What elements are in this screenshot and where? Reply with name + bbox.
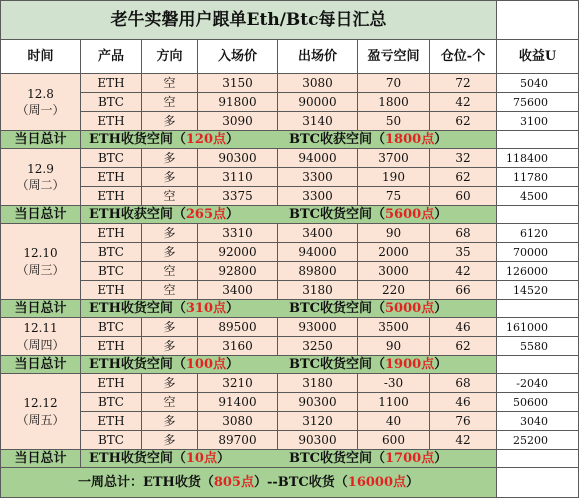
- trade-product: ETH: [81, 187, 142, 206]
- trade-product: ETH: [81, 168, 142, 187]
- trade-direction: 多: [142, 431, 198, 450]
- trade-position: 32: [430, 149, 497, 168]
- trade-product: ETH: [81, 337, 142, 356]
- trade-direction: 多: [142, 318, 198, 337]
- trade-yield: 4500: [497, 187, 579, 206]
- trade-exit-price: 89800: [278, 262, 358, 281]
- trade-exit-price: 3180: [278, 281, 358, 300]
- trade-entry-price: 92000: [198, 243, 278, 262]
- trade-entry-price: 89700: [198, 431, 278, 450]
- trade-direction: 多: [142, 149, 198, 168]
- trade-position: 76: [430, 412, 497, 431]
- trade-row: [1, 337, 579, 356]
- trade-exit-price: 90000: [278, 93, 358, 112]
- day-date: 12.9: [27, 161, 54, 176]
- trade-row: [1, 168, 579, 187]
- trade-yield: 126000: [497, 262, 579, 281]
- week-total-summary: [1, 468, 497, 498]
- week-total-blank: [497, 468, 579, 498]
- trade-position: 62: [430, 337, 497, 356]
- btc-total-value: 5600点: [385, 207, 435, 222]
- trade-direction: 多: [142, 224, 198, 243]
- trade-product: ETH: [81, 112, 142, 131]
- trade-exit-price: 3180: [278, 374, 358, 393]
- trade-direction: 空: [142, 393, 198, 412]
- eth-total-close: ）: [226, 357, 240, 372]
- trade-product: BTC: [81, 431, 142, 450]
- trade-entry-price: 3110: [198, 168, 278, 187]
- trade-position: 66: [430, 281, 497, 300]
- daily-total-blank: [497, 300, 579, 318]
- eth-total-close: ）: [226, 207, 240, 222]
- eth-total-group: [81, 133, 289, 146]
- title-row: [1, 1, 579, 40]
- btc-total-close: ）: [434, 357, 448, 372]
- daily-total-label: 当日总计: [1, 356, 81, 374]
- trade-pnl-space: 40: [358, 412, 430, 431]
- trade-pnl-space: 3500: [358, 318, 430, 337]
- trade-product: BTC: [81, 393, 142, 412]
- eth-total-close: ）: [226, 301, 240, 316]
- trade-direction: 多: [142, 374, 198, 393]
- trade-entry-price: 90300: [198, 149, 278, 168]
- trade-direction: 空: [142, 93, 198, 112]
- trade-entry-price: 91400: [198, 393, 278, 412]
- btc-total-group: [289, 452, 447, 465]
- day-date: 12.8: [27, 86, 54, 101]
- eth-total-text: ETH收获空间（: [89, 207, 186, 222]
- trade-exit-price: 3300: [278, 168, 358, 187]
- btc-total-value: 1800点: [385, 132, 435, 147]
- eth-total-text: ETH收货空间（: [89, 357, 186, 372]
- week-eth-value: 805点: [213, 475, 254, 490]
- trade-direction: 空: [142, 74, 198, 93]
- trade-row: [1, 393, 579, 412]
- trade-position: 42: [430, 431, 497, 450]
- trade-entry-price: 3080: [198, 412, 278, 431]
- trade-position: 35: [430, 243, 497, 262]
- daily-total-label: 当日总计: [1, 131, 81, 149]
- trade-pnl-space: 190: [358, 168, 430, 187]
- trade-yield: 70000: [497, 243, 579, 262]
- trade-exit-price: 3120: [278, 412, 358, 431]
- week-total-text: 一周总计：ETH收货（: [77, 475, 214, 490]
- trade-yield: 161000: [497, 318, 579, 337]
- btc-total-close: ）: [434, 301, 448, 316]
- trade-direction: 多: [142, 168, 198, 187]
- trade-entry-price: 3310: [198, 224, 278, 243]
- btc-total-value: 1700点: [385, 451, 435, 466]
- trade-entry-price: 3210: [198, 374, 278, 393]
- trade-row: [1, 281, 579, 300]
- sheet-title: 老牛实磐用户跟单Eth/Btc每日汇总: [1, 1, 497, 40]
- trade-pnl-space: 75: [358, 187, 430, 206]
- eth-total-text: ETH收货空间（: [89, 132, 186, 147]
- trade-row: [1, 187, 579, 206]
- btc-total-close: ）: [434, 132, 448, 147]
- week-total-close: ）: [406, 475, 420, 490]
- btc-total-group: [289, 302, 447, 315]
- trade-direction: 空: [142, 187, 198, 206]
- trade-position: 68: [430, 224, 497, 243]
- trade-product: ETH: [81, 224, 142, 243]
- btc-total-group: [289, 133, 447, 146]
- trade-yield: 14520: [497, 281, 579, 300]
- trade-position: 68: [430, 374, 497, 393]
- btc-total-text: BTC收货空间（: [289, 207, 386, 222]
- btc-total-close: ）: [434, 207, 448, 222]
- trade-pnl-space: 70: [358, 74, 430, 93]
- header-direction: 方向: [142, 40, 198, 74]
- btc-total-close: ）: [434, 451, 448, 466]
- trade-exit-price: 94000: [278, 149, 358, 168]
- week-btc-value: 16000点: [347, 475, 407, 490]
- trade-pnl-space: 600: [358, 431, 430, 450]
- daily-total-summary: [81, 450, 497, 468]
- trade-entry-price: 3090: [198, 112, 278, 131]
- btc-total-group: [289, 208, 447, 221]
- trade-exit-price: 94000: [278, 243, 358, 262]
- eth-total-close: ）: [226, 132, 240, 147]
- trade-product: BTC: [81, 262, 142, 281]
- daily-total-label: 当日总计: [1, 450, 81, 468]
- trade-row: [1, 112, 579, 131]
- trade-position: 46: [430, 393, 497, 412]
- day-date: 12.12: [23, 396, 58, 411]
- trade-position: 62: [430, 112, 497, 131]
- eth-total-value: 310点: [185, 301, 227, 316]
- trade-yield: 75600: [497, 93, 579, 112]
- btc-total-value: 1900点: [385, 357, 435, 372]
- header-time: 时间: [1, 40, 81, 74]
- trade-exit-price: 3400: [278, 224, 358, 243]
- trade-product: BTC: [81, 93, 142, 112]
- trade-direction: 多: [142, 412, 198, 431]
- daily-total-blank: [497, 131, 579, 149]
- trade-yield: 25200: [497, 431, 579, 450]
- daily-total-label: 当日总计: [1, 206, 81, 224]
- trade-row: [1, 412, 579, 431]
- day-date-cell: [1, 374, 81, 450]
- daily-total-blank: [497, 356, 579, 374]
- trade-pnl-space: 1800: [358, 93, 430, 112]
- header-exit-price: 出场价: [278, 40, 358, 74]
- day-weekday: （周四）: [16, 337, 65, 352]
- trade-row: [1, 318, 579, 337]
- trade-pnl-space: 90: [358, 337, 430, 356]
- trade-row: [1, 74, 579, 93]
- trade-direction: 多: [142, 337, 198, 356]
- trade-direction: 空: [142, 262, 198, 281]
- daily-total-label: 当日总计: [1, 300, 81, 318]
- btc-total-text: BTC收获空间（: [289, 132, 386, 147]
- eth-total-close: ）: [216, 451, 230, 466]
- trade-yield: 6120: [497, 224, 579, 243]
- trade-yield: 3040: [497, 412, 579, 431]
- daily-total-blank: [497, 450, 579, 468]
- day-date-cell: [1, 318, 81, 356]
- daily-total-row: [1, 356, 579, 374]
- trade-yield: 11780: [497, 168, 579, 187]
- trade-product: ETH: [81, 281, 142, 300]
- day-date: 12.11: [23, 321, 58, 336]
- trade-row: [1, 224, 579, 243]
- trade-exit-price: 93000: [278, 318, 358, 337]
- trade-yield: 5040: [497, 74, 579, 93]
- trade-position: 72: [430, 74, 497, 93]
- trade-yield: 5580: [497, 337, 579, 356]
- header-entry-price: 入场价: [198, 40, 278, 74]
- trade-exit-price: 3140: [278, 112, 358, 131]
- btc-total-text: BTC收货空间（: [289, 451, 386, 466]
- trade-yield: 3100: [497, 112, 579, 131]
- week-total-mid: ）--BTC收货（: [253, 475, 348, 490]
- trade-direction: 空: [142, 281, 198, 300]
- header-row: [1, 40, 579, 74]
- trade-pnl-space: 50: [358, 112, 430, 131]
- daily-total-row: [1, 300, 579, 318]
- trade-pnl-space: 90: [358, 224, 430, 243]
- trade-row: [1, 93, 579, 112]
- trade-entry-price: 92800: [198, 262, 278, 281]
- trade-direction: 多: [142, 243, 198, 262]
- btc-total-text: BTC收货空间（: [289, 301, 386, 316]
- trade-exit-price: 3300: [278, 187, 358, 206]
- trade-yield: 118400: [497, 149, 579, 168]
- trade-product: BTC: [81, 149, 142, 168]
- trade-exit-price: 90300: [278, 393, 358, 412]
- daily-total-summary: [81, 300, 497, 318]
- eth-total-group: [81, 208, 289, 221]
- title-blank-cell: [497, 1, 579, 40]
- trade-position: 62: [430, 168, 497, 187]
- daily-total-row: [1, 206, 579, 224]
- trade-product: ETH: [81, 74, 142, 93]
- eth-total-value: 100点: [185, 357, 227, 372]
- trade-product: ETH: [81, 374, 142, 393]
- btc-total-text: BTC收货空间（: [289, 357, 386, 372]
- trade-row: [1, 431, 579, 450]
- header-product: 产品: [81, 40, 142, 74]
- day-weekday: （周五）: [16, 412, 65, 427]
- trade-product: BTC: [81, 243, 142, 262]
- trade-entry-price: 3160: [198, 337, 278, 356]
- daily-total-row: [1, 131, 579, 149]
- eth-total-value: 120点: [185, 132, 227, 147]
- eth-total-group: [81, 302, 289, 315]
- trade-pnl-space: 3700: [358, 149, 430, 168]
- eth-total-text: ETH收货空间（: [89, 451, 186, 466]
- eth-total-value: 265点: [185, 207, 227, 222]
- btc-total-value: 5000点: [385, 301, 435, 316]
- day-weekday: （周一）: [16, 103, 65, 117]
- trade-pnl-space: 1100: [358, 393, 430, 412]
- trade-product: BTC: [81, 318, 142, 337]
- trade-exit-price: 3080: [278, 74, 358, 93]
- daily-total-blank: [497, 206, 579, 224]
- trade-yield: -2040: [497, 374, 579, 393]
- trade-pnl-space: 2000: [358, 243, 430, 262]
- day-date: 12.10: [23, 246, 58, 261]
- trade-pnl-space: 3000: [358, 262, 430, 281]
- trade-direction: 多: [142, 112, 198, 131]
- week-total-row: [1, 468, 579, 498]
- eth-total-group: [81, 452, 289, 465]
- trade-position: 46: [430, 318, 497, 337]
- daily-total-summary: [81, 356, 497, 374]
- header-yield: 收益U: [497, 40, 579, 74]
- trade-product: ETH: [81, 412, 142, 431]
- trade-position: 60: [430, 187, 497, 206]
- daily-total-row: [1, 450, 579, 468]
- trade-position: 42: [430, 262, 497, 281]
- eth-total-value: 10点: [185, 451, 217, 466]
- trade-position: 42: [430, 93, 497, 112]
- trade-row: [1, 243, 579, 262]
- trade-entry-price: 3375: [198, 187, 278, 206]
- header-pnl-space: 盈亏空间: [358, 40, 430, 74]
- trade-entry-price: 3150: [198, 74, 278, 93]
- trade-pnl-space: 220: [358, 281, 430, 300]
- trade-row: [1, 262, 579, 281]
- day-date-cell: [1, 74, 81, 131]
- day-date-cell: [1, 149, 81, 206]
- eth-total-group: [81, 358, 289, 371]
- trade-exit-price: 3250: [278, 337, 358, 356]
- trade-entry-price: 89500: [198, 318, 278, 337]
- btc-total-group: [289, 358, 447, 371]
- trade-row: [1, 149, 579, 168]
- daily-total-summary: [81, 206, 497, 224]
- day-weekday: （周二）: [16, 178, 65, 192]
- day-date-cell: [1, 224, 81, 300]
- trade-entry-price: 3400: [198, 281, 278, 300]
- day-weekday: （周三）: [16, 262, 65, 277]
- trade-entry-price: 91800: [198, 93, 278, 112]
- daily-total-summary: [81, 131, 497, 149]
- trade-yield: 50600: [497, 393, 579, 412]
- trade-row: [1, 374, 579, 393]
- trade-exit-price: 90300: [278, 431, 358, 450]
- trade-pnl-space: -30: [358, 374, 430, 393]
- trade-table-body: [1, 1, 579, 498]
- eth-total-text: ETH收货空间（: [89, 301, 186, 316]
- header-position: 仓位-个: [430, 40, 497, 74]
